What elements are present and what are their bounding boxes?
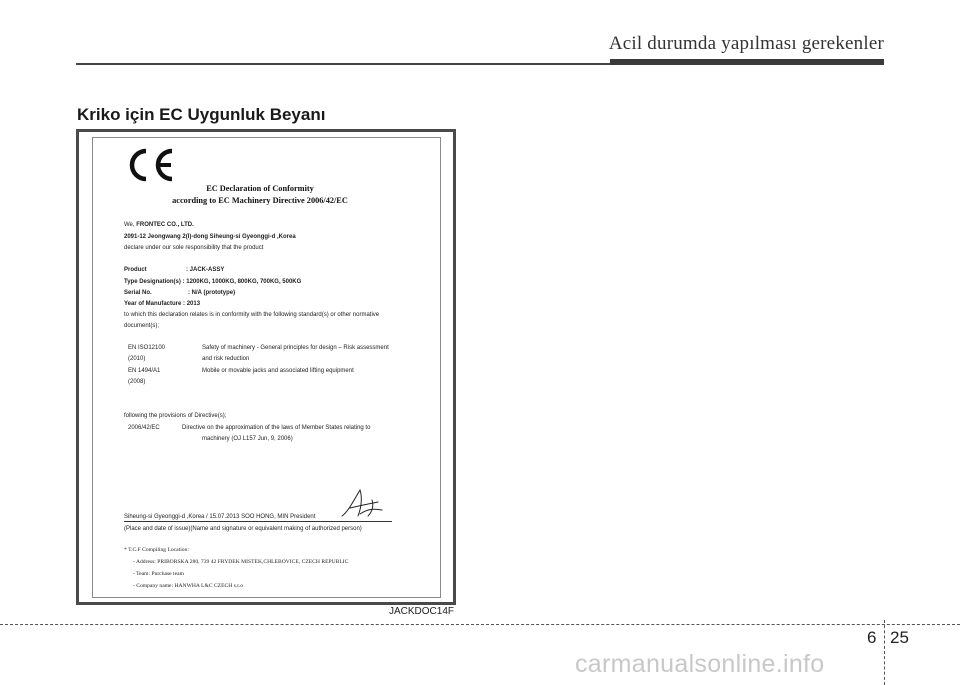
ce-mark-icon [124,145,180,185]
tcf-company: - Company name: HANWHA L&C CZECH s.r.o [133,583,244,589]
footer-vertical-divider [884,620,885,685]
standard-description: Mobile or movable jacks and associated lifting equipment [202,368,354,374]
certificate-subtitle: according to EC Machinery Directive 2006/42/EC [172,196,348,205]
serial-label: Serial No. [124,290,152,296]
directive-description: Directive on the approximation of the laws of Member States relating to [182,425,371,431]
chapter-title: Acil durumda yapılması gerekenler [608,33,884,54]
type-designation [124,279,301,285]
serial-value: : N/A (prototype) [188,290,236,296]
provisions-text: following the provisions of Directive(s); [124,413,227,419]
page-number: 25 [890,628,909,647]
declaration-text: declare under our sole responsibility that the product [124,245,264,251]
certificate-title: EC Declaration of Conformity [206,184,314,193]
standard-description: Safety of machinery - General principles for design – Risk assessment [202,345,389,351]
we-prefix: We, [124,222,135,228]
year-value: 2013 [186,301,201,307]
manufacturer-line [124,222,194,228]
type-label: Type Designation(s) : [124,279,185,285]
section-title: Kriko için EC Uygunluk Beyanı [77,105,326,124]
directive-description-cont: machinery (OJ L157 Jun, 9, 2006) [202,436,293,442]
conformity-text: to which this declaration relates is in conformity with the following standard(s) or other normative [124,312,380,318]
year-of-manufacture [124,301,200,307]
product-label: Product [124,267,147,273]
company-name: FRONTEC CO., LTD. [136,222,194,228]
tcf-address: - Address: PRIBORSKA 280, 739 42 FRYDEK MISTEK,CHLEBOVICE, CZECH REPUBLIC [133,559,349,565]
standard-description-cont: and risk reduction [202,356,250,362]
signature-underline [124,521,392,522]
type-value: 1200KG, 1000KG, 800KG, 700KG, 500KG [186,279,302,285]
product-value: : JACK-ASSY [186,267,225,273]
standard-year: (2008) [128,379,146,385]
tcf-team: - Team: Purchase team [133,571,184,577]
header-rule [76,63,610,65]
company-address: 2091-12 Jeongwang 2(I)-dong Siheung-si Gyeonggi-d ,Korea [124,234,296,240]
signature-icon [338,486,386,522]
footer-divider [0,624,960,625]
tcf-title: * T.C.F Compiling Location: [124,547,189,553]
signature-line-text: Siheung-si Gyeonggi-d ,Korea / 15.07.2013 SOO HONG, MIN President [124,514,316,520]
chapter-number: 6 [867,628,877,647]
signature-caption: (Place and date of issue)(Name and signature or equivalent making of authorized person) [124,526,362,532]
year-label: Year of Manufacture : [124,301,186,307]
directive-code: 2006/42/EC [128,425,160,431]
watermark: carmanualsonline.info [575,650,825,678]
standard-code: EN 1494/A1 [128,368,161,374]
conformity-text-cont: document(s); [124,323,160,329]
standard-year: (2010) [128,356,146,362]
standard-code: EN ISO12100 [128,345,166,351]
figure-code: JACKDOC14F [389,606,455,617]
header-rule-accent [610,59,884,65]
